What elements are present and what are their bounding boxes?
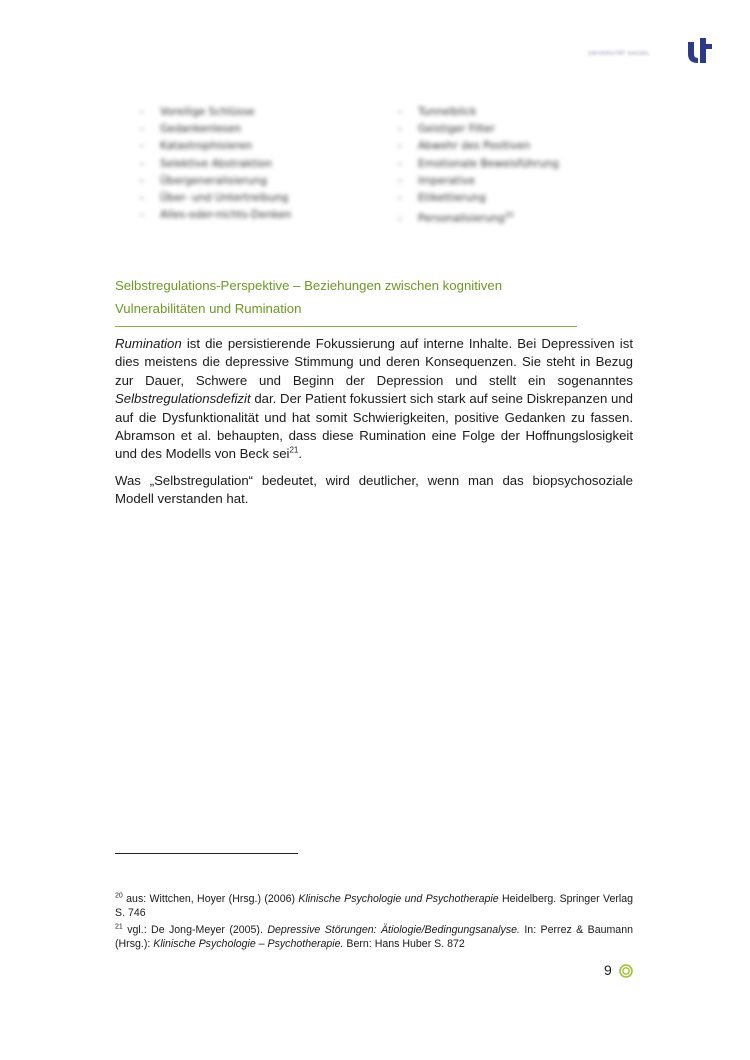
list-item: - Voreilige Schlüsse [140,106,255,118]
header-logo [588,36,716,66]
footnote: $^{20}$ aus: Wittchen, Hoyer (Hrsg.) (2006) Klinische Psychologie und Psychotherapie Heidelberg. Springer Verlag S. 746 [115,892,634,920]
list-item: - Gedankenlesen [140,123,242,136]
footnote: $^{21}$ vgl.: De Jong-Meyer (2005). Depressive Störungen: Ätiologie/Bedingungsanalyse. In: Perrez & Baumann (Hrsg.): Klinische Psychologie – Psychotherapie. Bern: Hans Huber S. 872 [115,923,633,951]
paragraph: Rumination ist die persistierende Fokussierung auf interne Inhalte. Bei Depressiven ist dies meistens die depressive Stimmung und deren Konsequenzen. Sie steht in Bezug zur Dauer, Schwere und Beginn der Depression und stellt ein sogenanntes Selbstregulationsdefizit dar. Der Patient fokussiert sich stark auf seine Diskrepanzen und auf die Dysfunktionalität und hat somit Schwierigkeiten, positive Gedanken zu fassen. Abramson et al. behaupten, dass diese Rumination eine Folge der Hoffnungslosigkeit und des Modells von Beck sei$^{21}$. [115,336,633,462]
list-item: - Personalisierung$^{20}$ [398,211,514,225]
section-heading-line: Selbstregulations-Perspektive – Beziehungen zwischen kognitiven [115,278,503,293]
list-item: - Über- und Untertreibung [140,191,289,204]
footnote-ref: 21 [289,446,299,456]
footnote-number: 21 [115,923,123,931]
university-logo-icon [686,36,714,64]
list-item: - Katastrophisieren [140,140,253,153]
list-item: - Alles-oder-nichts-Denken [140,209,292,222]
term-emphasis: Selbstregulationsdefizit [115,391,251,407]
term-emphasis: Rumination [115,336,182,351]
page-number: 9 [604,962,612,978]
heading-divider [115,326,577,327]
section-heading [115,274,585,320]
book-title: Klinische Psychologie – Psychotherapie. [153,938,344,951]
bullet-list-right [398,104,648,224]
list-item: - Etikettierung [398,191,486,204]
list-item: - Tunnelblick [398,106,477,118]
list-item: - Selektive Abstraktion [140,157,273,170]
logo-text: UNIVERSITÄT KASSEL [588,51,650,57]
list-item: - Imperative [398,174,475,187]
footnote-divider [115,853,298,854]
list-item: - Emotionale Beweisführung [398,157,559,170]
footnote-ref: 20 [504,211,514,220]
book-title: Klinische Psychologie und Psychotherapie [298,893,499,905]
paragraph: Was „Selbstregulation“ bedeutet, wird deutlicher, wenn man das biopsychosoziale Modell verstanden hat. [115,472,633,507]
list-item: - Abwehr des Positiven [398,140,531,153]
list-item: - Geistiger Filter [398,123,495,136]
body-text [115,335,633,517]
footnote-number: 20 [115,892,123,900]
list-item: - Übergeneralisierung [140,174,267,187]
green-circle-icon [619,964,633,978]
book-title: Depressive Störungen: Ätiologie/Bedingungsanalyse. [267,923,520,936]
bullet-list-left [140,104,370,224]
section-heading-line: Vulnerabilitäten und Rumination [115,301,302,316]
footnotes [115,892,633,954]
